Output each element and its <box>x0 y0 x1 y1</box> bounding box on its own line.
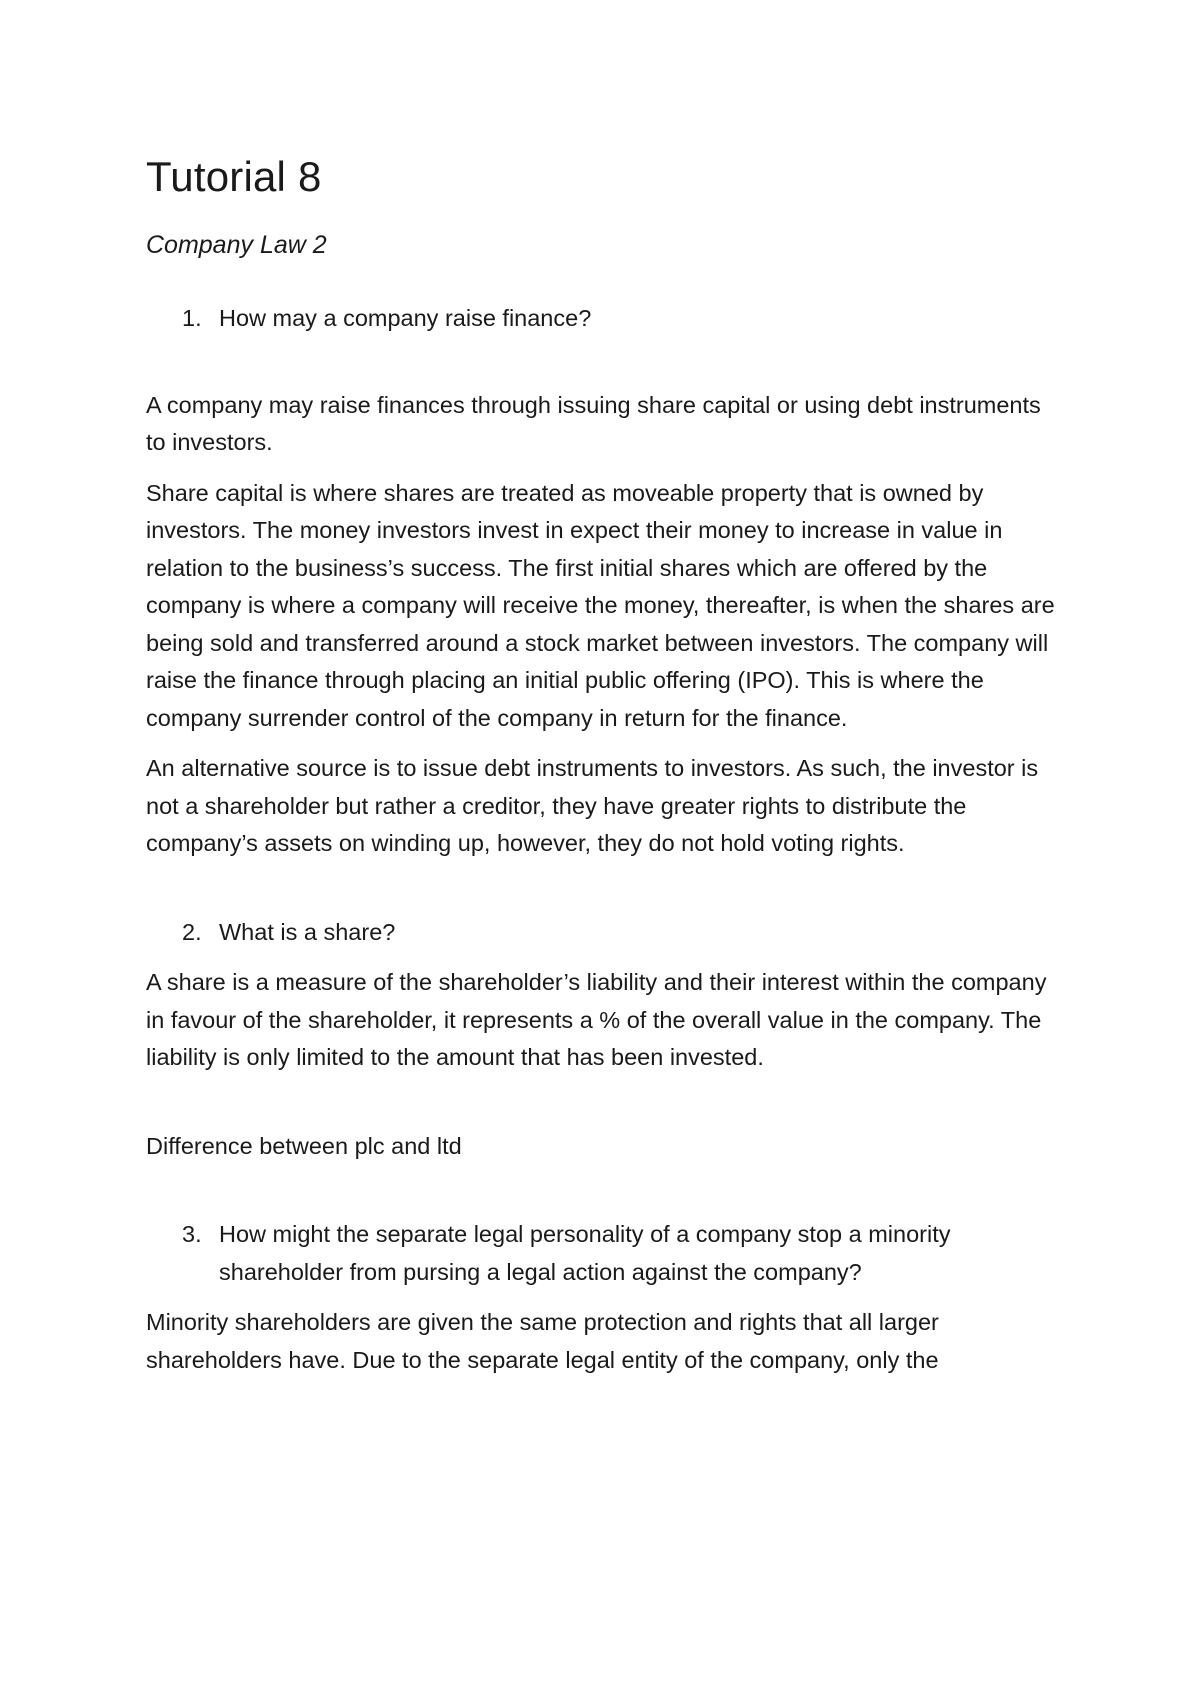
answer-1-paragraph-2: Share capital is where shares are treated as moveable property that is owned by investors. The money investors invest in expect their money to increase in value in relation to the business’s success. The first initial shares which are offered by the company is where a company will receive the money, thereafter, is when the shares are being sold and transferred around a stock market between investors. The company will raise the finance through placing an initial public offering (IPO). This is where the company surrender control of the company in return for the finance. <box>146 479 1055 731</box>
answer-3-paragraph: Minority shareholders are given the same protection and rights that all larger shareholders have. Due to the separate legal entity of the company, only the <box>146 1309 939 1373</box>
document-title: Tutorial 8 <box>146 153 322 200</box>
question-3 <box>146 1216 1066 1291</box>
question-2 <box>146 914 1066 952</box>
question-1-number: 1. <box>182 305 202 331</box>
question-1 <box>146 300 1066 338</box>
question-3-text: How might the separate legal personality of a company stop a minority shareholder from pursing a legal action against the company? <box>219 1221 951 1285</box>
question-2-text: What is a share? <box>219 918 396 945</box>
question-3-number: 3. <box>182 1221 202 1247</box>
answer-2-paragraph: A share is a measure of the shareholder’s liability and their interest within the company in favour of the shareholder, it represents a % of the overall value in the company. The liability is only limited to the amount that has been invested. <box>146 969 1047 1070</box>
question-2-number: 2. <box>182 918 202 945</box>
question-1-text: How may a company raise finance? <box>219 305 592 331</box>
document-subtitle: Company Law 2 <box>146 231 327 259</box>
plc-ltd-note: Difference between plc and ltd <box>146 1132 462 1159</box>
answer-1-paragraph-3: An alternative source is to issue debt instruments to investors. As such, the investor is not a shareholder but rather a creditor, they have greater rights to distribute the company’s assets on winding up, however, they do not hold voting rights. <box>146 755 1039 856</box>
answer-1-paragraph-1: A company may raise finances through issuing share capital or using debt instruments to investors. <box>146 391 1041 455</box>
document-content <box>146 150 1066 1379</box>
